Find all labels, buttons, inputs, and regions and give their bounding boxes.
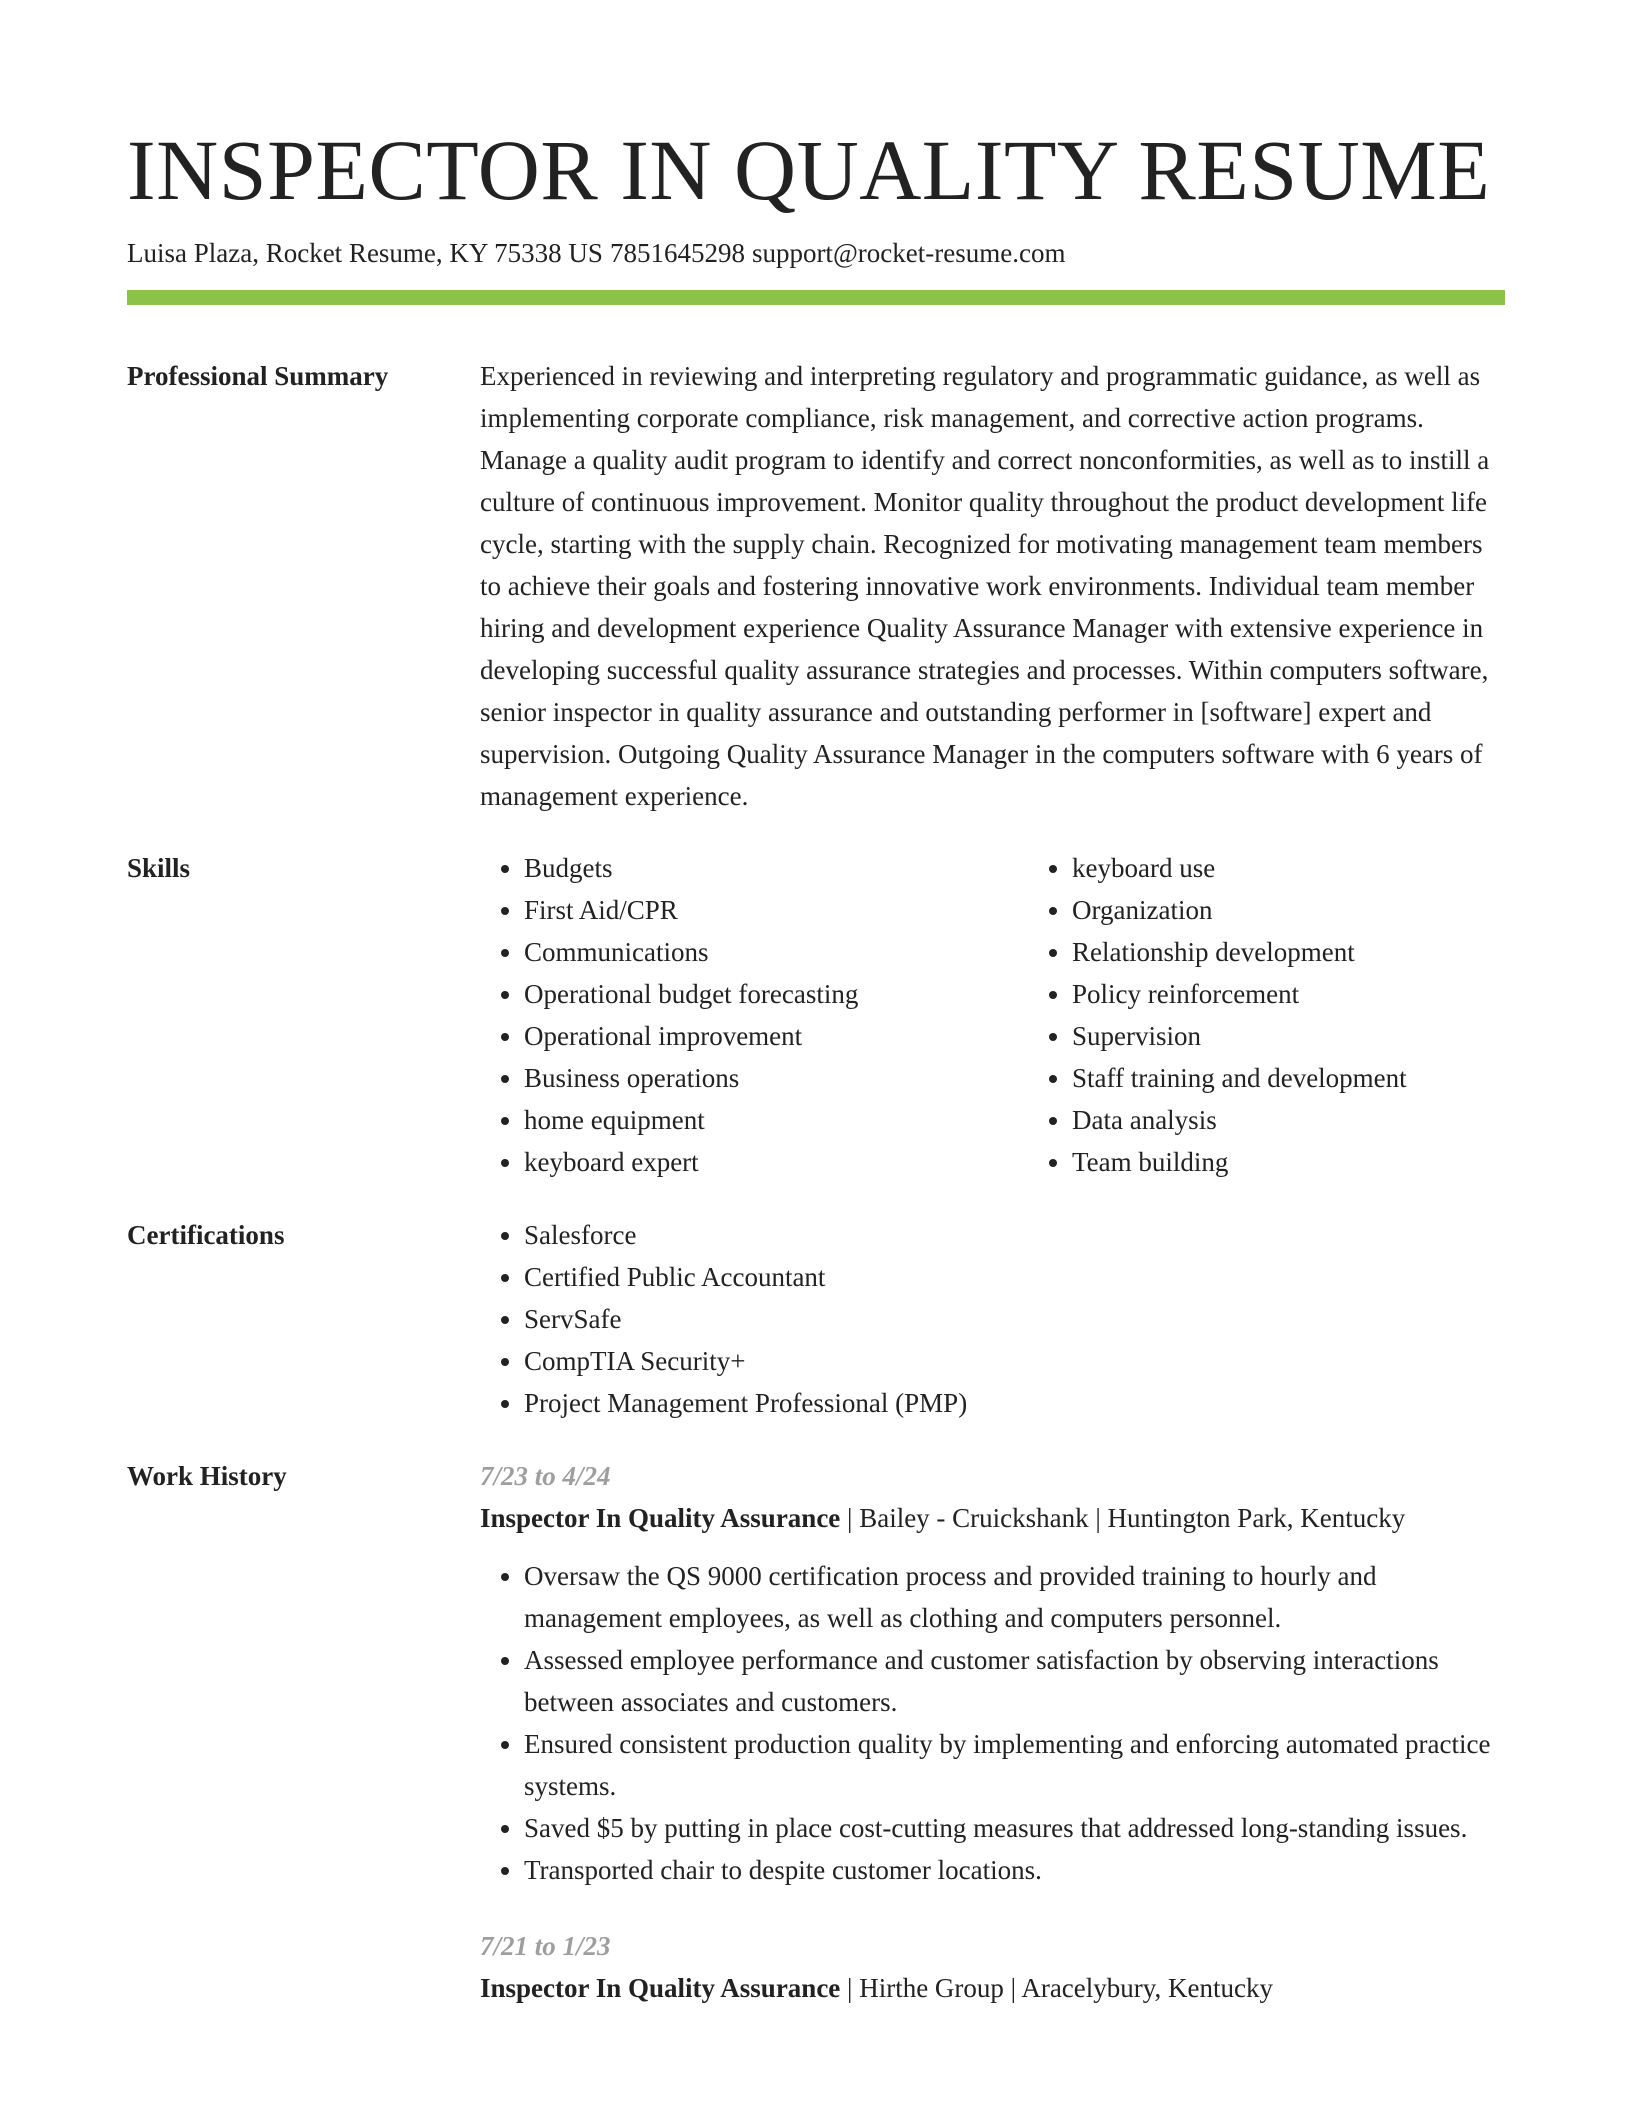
summary-text: Experienced in reviewing and interpreting regulatory and programmatic guidance, as well as implementing corporate compliance, risk management, and corrective action programs. Manage a quality audit program to identify and correct nonconformities, as well as to instill a culture of continuous improvement. Monitor quality throughout the product development life cycle, starting with the supply chain. Recognized for motivating management team members to achieve their goals and fostering innovative work environments. Individual team member hiring and development experience Quality Assurance Manager with extensive experience in developing successful quality assurance strategies and processes. Within computers software, senior inspector in quality assurance and outstanding performer in [software] expert and supervision. Outgoing Quality Assurance Manager in the computers software with 6 years of management experience.: [480, 361, 1490, 811]
section-body-summary: [480, 355, 1505, 817]
job-bullets: [480, 1555, 1505, 1891]
certification-item: • CompTIA Security+: [524, 1340, 1505, 1382]
contact-line: [127, 234, 1505, 272]
job-entry: [480, 1925, 1505, 2009]
job-dates: 7/23 to 4/24: [480, 1461, 611, 1491]
job-title: Inspector In Quality Assurance: [480, 1973, 841, 2003]
skill-item: • Team building: [1072, 1141, 1576, 1183]
skill-item: • Data analysis: [1072, 1099, 1576, 1141]
skill-item: • keyboard use: [1072, 847, 1576, 889]
section-skills: [127, 847, 1505, 1183]
section-label-summary: Professional Summary: [127, 361, 389, 391]
section-label-skills: Skills: [127, 853, 191, 883]
section-summary: [127, 355, 1505, 817]
job-details: | Bailey - Cruickshank | Huntington Park, Kentucky: [840, 1503, 1406, 1533]
skills-list-left: [480, 847, 1028, 1183]
certification-item: • ServSafe: [524, 1298, 1505, 1340]
resume-page: [127, 118, 1505, 2043]
accent-divider: [127, 290, 1505, 305]
skills-columns: [480, 847, 1576, 1183]
skills-list-right: [1028, 847, 1576, 1183]
job-heading: [480, 1497, 1505, 1539]
job-details: | Hirthe Group | Aracelybury, Kentucky: [840, 1973, 1273, 2003]
job-bullet: • Assessed employee performance and customer satisfaction by observing interactions between associates and customers.: [524, 1639, 1505, 1723]
skill-item: • home equipment: [524, 1099, 1028, 1141]
job-bullet: • Ensured consistent production quality by implementing and enforcing automated practice systems.: [524, 1723, 1505, 1807]
section-work-history: [127, 1455, 1505, 2043]
skill-item: • Policy reinforcement: [1072, 973, 1576, 1015]
certification-item: • Project Management Professional (PMP): [524, 1382, 1505, 1424]
skill-item: • Supervision: [1072, 1015, 1576, 1057]
section-body-skills: [480, 847, 1576, 1183]
section-body-work-history: [480, 1455, 1505, 2043]
section-certifications: [127, 1214, 1505, 1424]
skill-item: • Communications: [524, 931, 1028, 973]
job-entry: [480, 1455, 1505, 1891]
skill-item: • First Aid/CPR: [524, 889, 1028, 931]
skill-item: • Organization: [1072, 889, 1576, 931]
job-bullet: • Oversaw the QS 9000 certification process and provided training to hourly and management employees, as well as clothing and computers personnel.: [524, 1555, 1505, 1639]
job-dates: 7/21 to 1/23: [480, 1931, 611, 1961]
certification-item: • Certified Public Accountant: [524, 1256, 1505, 1298]
contact-email: support@rocket-resume.com: [751, 238, 1066, 268]
section-label-work-history: Work History: [127, 1461, 287, 1491]
skill-item: • keyboard expert: [524, 1141, 1028, 1183]
skill-item: • Operational improvement: [524, 1015, 1028, 1057]
section-label-certifications: Certifications: [127, 1220, 285, 1250]
job-heading: [480, 1967, 1505, 2009]
skill-item: • Budgets: [524, 847, 1028, 889]
skill-item: • Staff training and development: [1072, 1057, 1576, 1099]
resume-title: INSPECTOR IN QUALITY RESUME: [127, 122, 1491, 218]
skill-item: • Operational budget forecasting: [524, 973, 1028, 1015]
skill-item: • Relationship development: [1072, 931, 1576, 973]
job-bullet: • Transported chair to despite customer locations.: [524, 1849, 1505, 1891]
certifications-list: [480, 1214, 1505, 1424]
job-title: Inspector In Quality Assurance: [480, 1503, 841, 1533]
contact-phone: 7851645298: [609, 238, 745, 268]
contact-address: Luisa Plaza, Rocket Resume, KY 75338 US: [127, 238, 603, 268]
job-bullet: • Saved $5 by putting in place cost-cutting measures that addressed long-standing issues.: [524, 1807, 1505, 1849]
skill-item: • Business operations: [524, 1057, 1028, 1099]
certification-item: • Salesforce: [524, 1214, 1505, 1256]
section-body-certifications: [480, 1214, 1505, 1424]
